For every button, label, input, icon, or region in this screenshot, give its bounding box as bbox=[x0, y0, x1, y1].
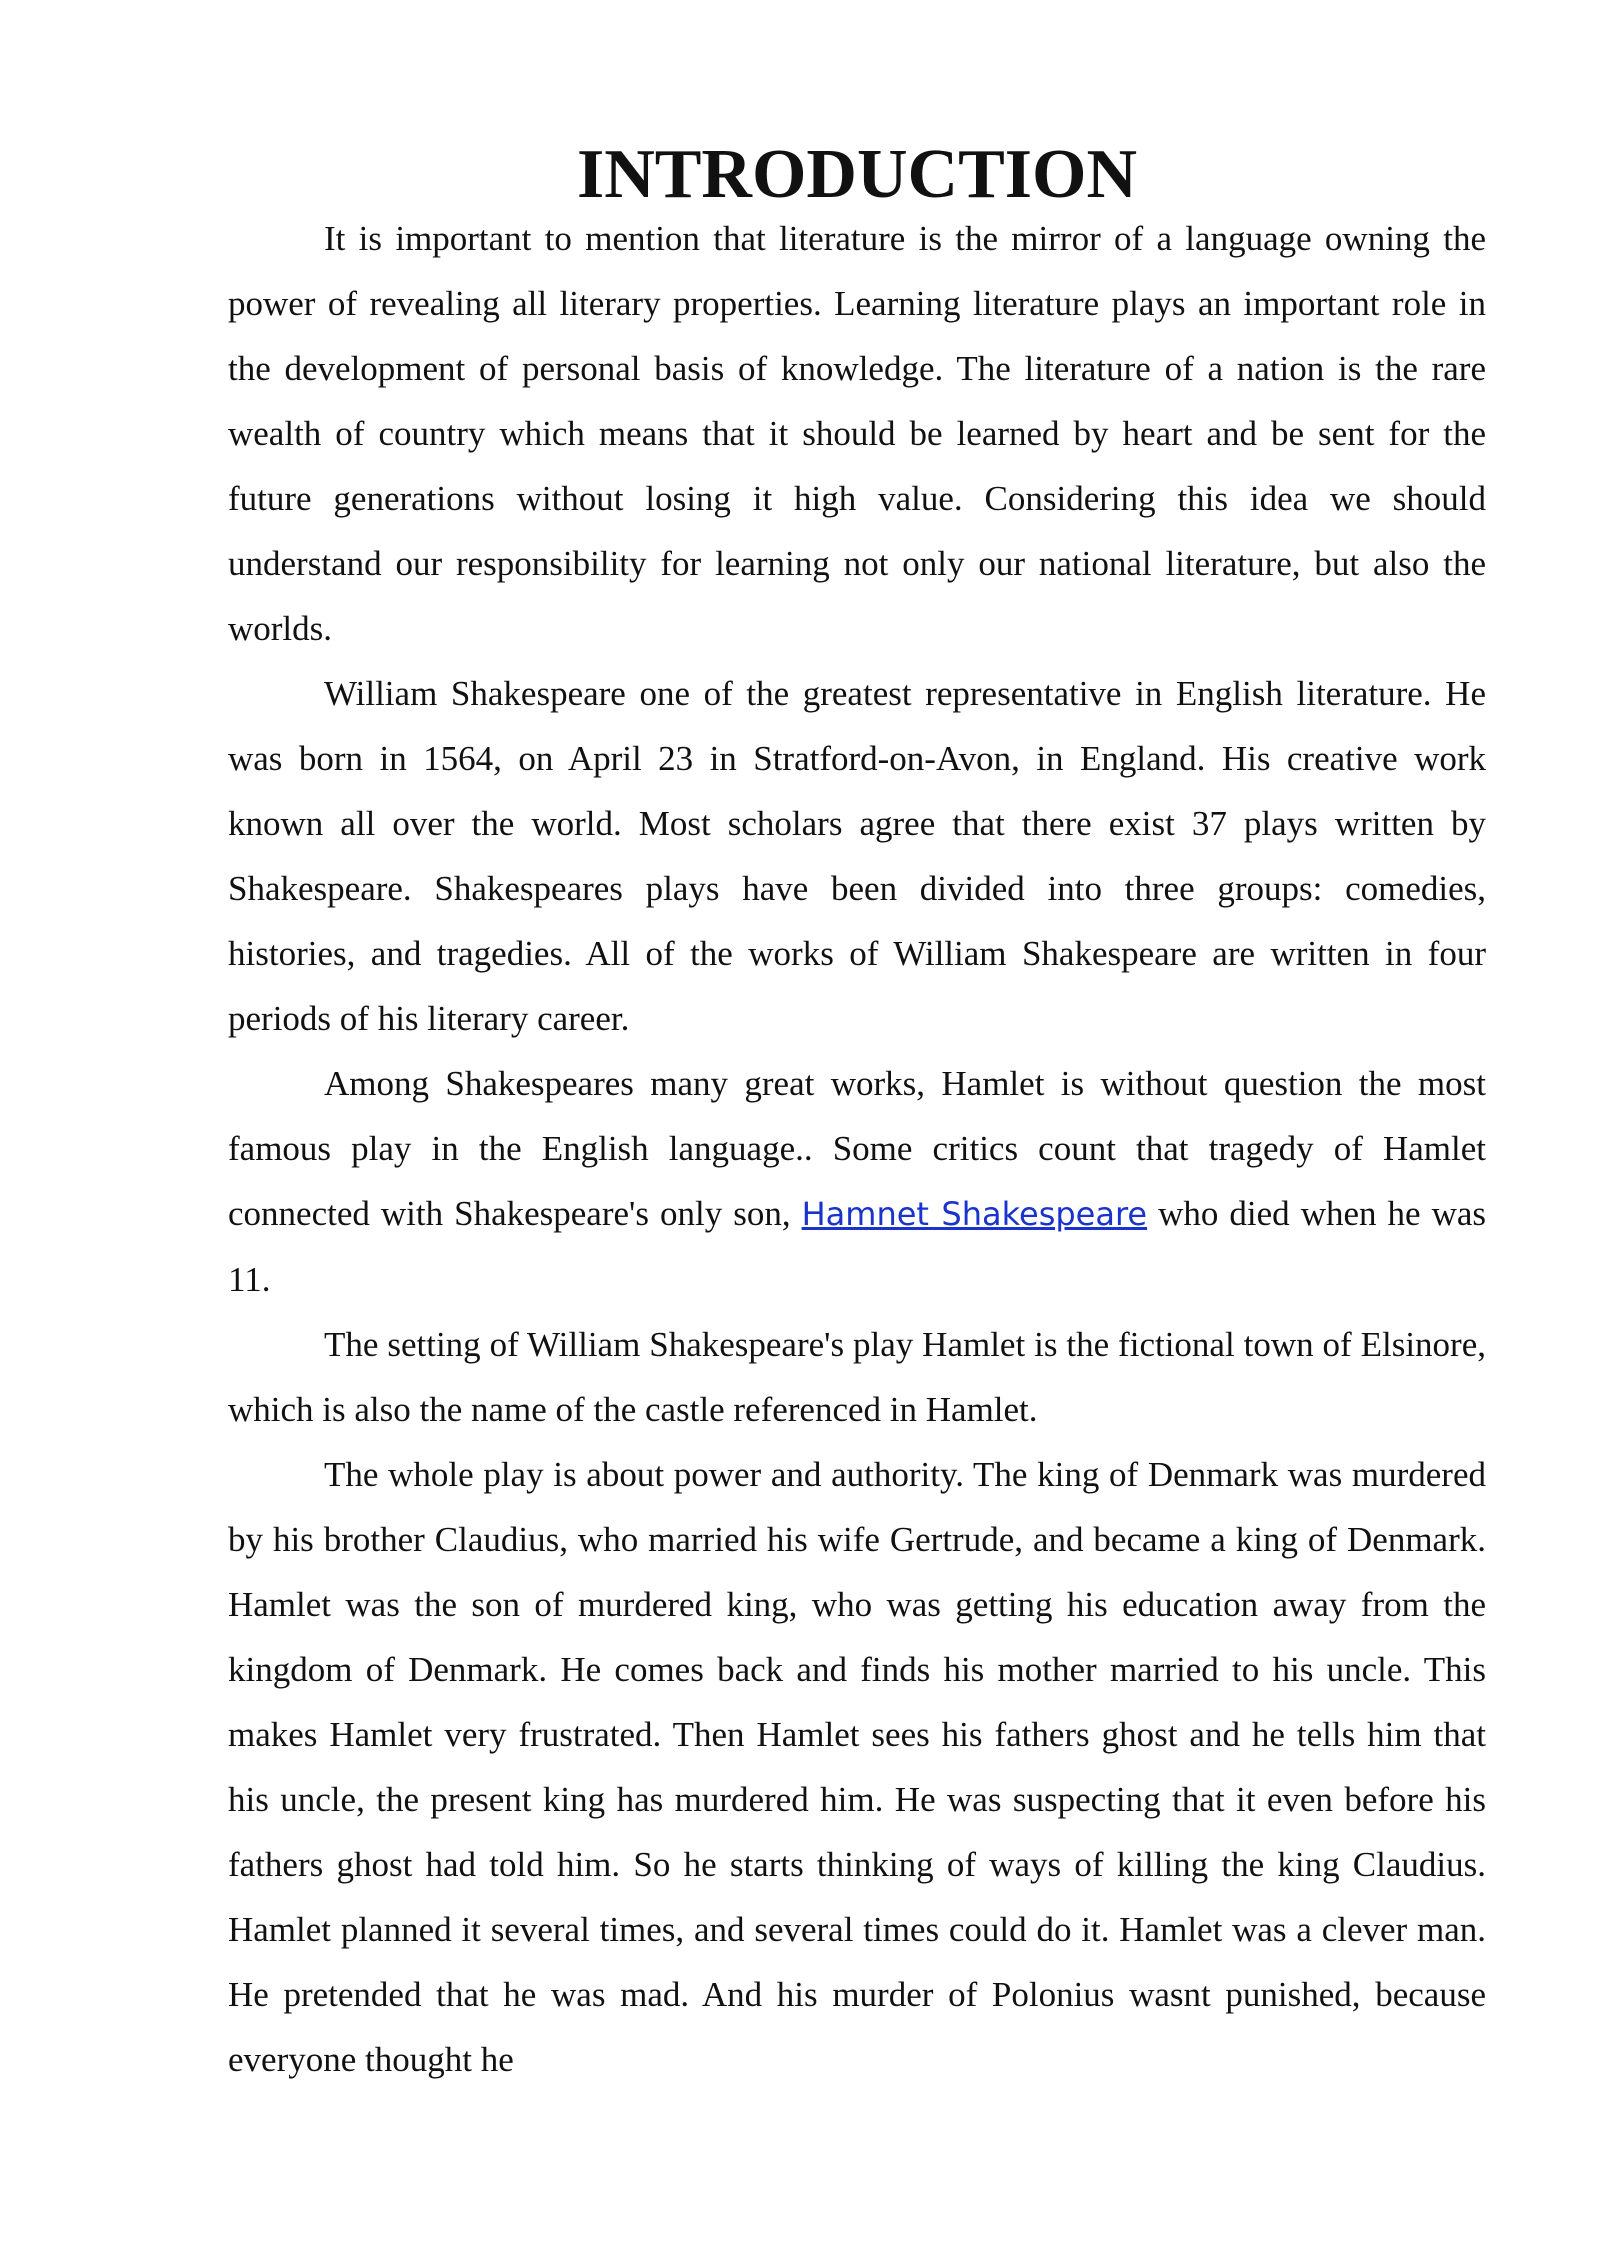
paragraph-hamlet-setting: The setting of William Shakespeare's play Hamlet is the fictional town of Elsinore, which is also the name of the castle referenced in Hamlet. bbox=[228, 1325, 1486, 1429]
page-title: INTRODUCTION bbox=[576, 136, 1138, 213]
hamnet-shakespeare-link[interactable]: Hamnet Shakespeare bbox=[801, 1195, 1148, 1233]
document-page bbox=[228, 136, 1486, 2092]
paragraph-hamlet-fame-text-2: who died when he was 11. bbox=[228, 1194, 1486, 1299]
paragraph-literature-importance: It is important to mention that literature is the mirror of a language owning the power of revealing all literary properties. Learning literature plays an important role in the development of personal basis of knowledge. The literature of a nation is the rare wealth of country which means that it should be learned by heart and be sent for the future generations without losing it high value. Considering this idea we should understand our responsibility for learning not only our national literature, but also the worlds. bbox=[228, 219, 1486, 648]
paragraph-shakespeare-bio: William Shakespeare one of the greatest representative in English literature. He was born in 1564, on April 23 in Stratford-on-Avon, in England. His creative work known all over the world. Most scholars agree that there exist 37 plays written by Shakespeare. Shakespeares plays have been divided into three groups: comedies, histories, and tragedies. All of the works of William Shakespeare are written in four periods of his literary career. bbox=[228, 674, 1486, 1038]
paragraph-hamlet-plot: The whole play is about power and authority. The king of Denmark was murdered by his brother Claudius, who married his wife Gertrude, and became a king of Denmark. Hamlet was the son of murdered king, who was getting his education away from the kingdom of Denmark. He comes back and finds his mother married to his uncle. This makes Hamlet very frustrated. Then Hamlet sees his fathers ghost and he tells him that his uncle, the present king has murdered him. He was suspecting that it even before his fathers ghost had told him. So he starts thinking of ways of killing the king Claudius. Hamlet planned it several times, and several times could do it. Hamlet was a clever man. He pretended that he was mad. And his murder of Polonius wasnt punished, because everyone thought he bbox=[228, 1455, 1486, 2079]
paragraph-hamlet-fame-text-1: Among Shakespeares many great works, Hamlet is without question the most famous play in the English language.. Some critics count that tragedy of Hamlet connected with Shakespeare's only son, bbox=[228, 1064, 1486, 1233]
paragraph-hamlet-fame bbox=[228, 1051, 1486, 1312]
